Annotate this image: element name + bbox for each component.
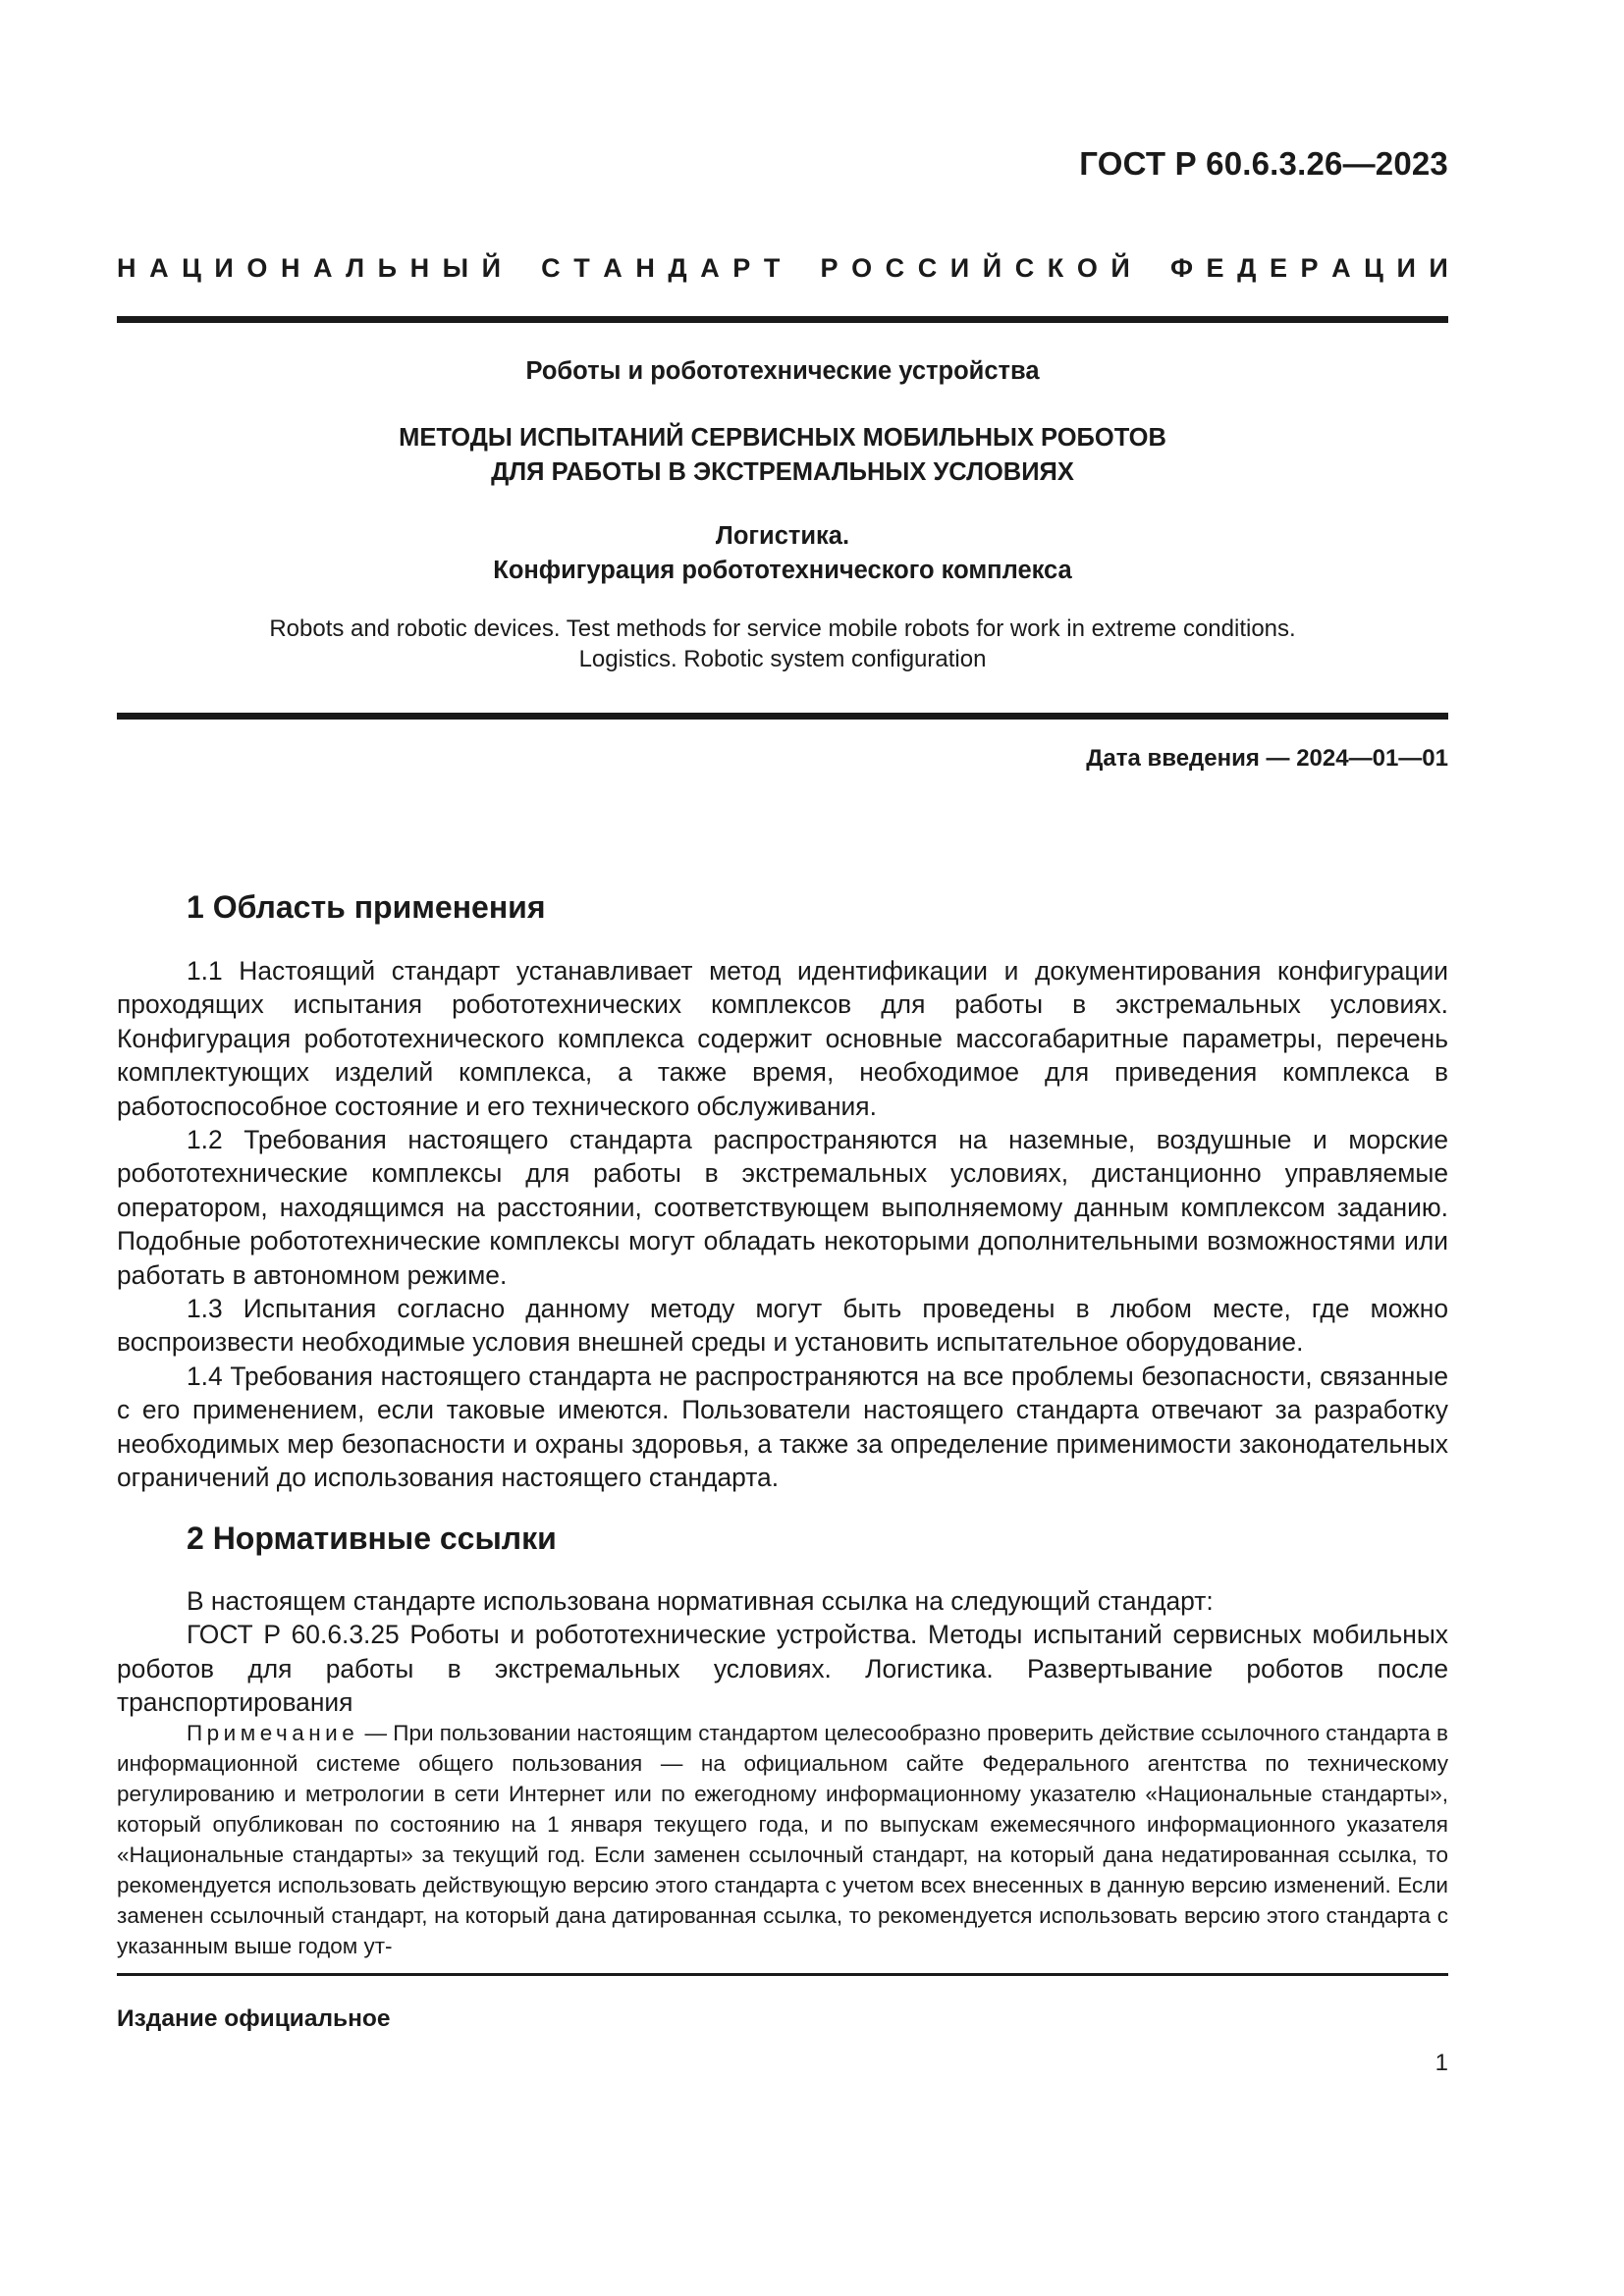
standard-number: ГОСТ Р 60.6.3.26—2023 <box>1079 145 1448 182</box>
banner-letter: Н <box>409 253 430 283</box>
note-block <box>117 1718 1448 1961</box>
document-page <box>117 0 1448 2296</box>
banner-letter: О <box>851 253 873 283</box>
section-1-heading: 1 Область применения <box>187 889 546 925</box>
english-title-line-2: Logistics. Robotic system configuration <box>578 646 987 672</box>
banner-letter: А <box>313 253 333 283</box>
title-rule <box>117 713 1448 720</box>
banner-space <box>514 253 528 284</box>
banner-letter: Й <box>982 253 1002 283</box>
banner-letter: Р <box>1300 253 1319 283</box>
standard-subtitle <box>117 519 1448 588</box>
banner-letter: С <box>885 253 905 283</box>
banner-letter: Ь <box>377 253 398 283</box>
paragraph-1-1: 1.1 Настоящий стандарт устанавливает метод идентификации и документирования конфигурации проходящих испытания робототехнических комплексов для работы в экстремальных условиях. Конфигурация робототехнического комплекса содержит основные массогабаритные параметры, перечень комплектующих изделий комплекса, а также время, необходимое для приведения комплекса в работоспособное состояние и его технического обслуживания. <box>117 956 1448 1121</box>
introduction-date: Дата введения — 2024—01—01 <box>1086 745 1448 772</box>
footer-rule <box>117 1973 1448 1976</box>
banner-letter: А <box>700 253 720 283</box>
banner-letter: И <box>214 253 234 283</box>
banner-space <box>1143 253 1157 284</box>
note-text: — При пользовании настоящим стандартом целесообразно проверить действие ссылочного стандарта в информационной системе общего пользования — на официальном сайте Федерального агентства по техническому регулированию и метрологии в сети Интернет или по ежегодному информационному указателю «Национальные стандарты», который опубликован по состоянию на 1 января текущего года, и по выпускам ежемесячного информационного указателя «Национальные стандарты» за текущий год. Если заменен ссылочный стандарт, на который дана недатированная ссылка, то рекомендуется использовать действующую версию этого стандарта с учетом всех внесенных в данную версию изменений. Если заменен ссылочный стандарт, на который дана датированная ссылка, то рекомендуется использовать версию этого стандарта с указанным выше годом ут- <box>117 1721 1448 1958</box>
banner-letter: С <box>541 253 561 283</box>
normative-reference: ГОСТ Р 60.6.3.25 Роботы и робототехнические устройства. Методы испытаний сервисных мобильных роботов для работы в экстремальных условиях. Логистика. Развертывание роботов после транспортирования <box>117 1620 1448 1718</box>
main-title-line-2: ДЛЯ РАБОТЫ В ЭКСТРЕМАЛЬНЫХ УСЛОВИЯХ <box>491 458 1074 486</box>
banner-letter: Е <box>1206 253 1224 283</box>
banner-letter: А <box>603 253 623 283</box>
official-edition-label: Издание официальное <box>117 2005 391 2032</box>
section-2-heading: 2 Нормативные ссылки <box>187 1521 557 1556</box>
banner-letter: С <box>917 253 938 283</box>
banner-letter: С <box>1014 253 1035 283</box>
banner-letter: Ы <box>442 253 469 283</box>
banner-letter: А <box>149 253 169 283</box>
banner-letter: И <box>949 253 970 283</box>
note-label: Примечание <box>187 1721 359 1745</box>
banner-letter: Ц <box>1364 253 1383 283</box>
paragraph-2-intro: В настоящем стандарте использована нормативная ссылка на следующий стандарт: <box>187 1586 1214 1616</box>
banner-space <box>793 253 807 284</box>
page-number: 1 <box>1435 2050 1448 2076</box>
banner-letter: Й <box>481 253 502 283</box>
standard-main-title <box>117 421 1448 490</box>
banner-letter: Ф <box>1169 253 1193 283</box>
english-title <box>117 614 1448 674</box>
paragraph-1-3: 1.3 Испытания согласно данному методу могут быть проведены в любом месте, где можно воспроизвести необходимые условия внешней среды и установить испытательное оборудование. <box>117 1294 1448 1358</box>
banner-letter: Д <box>668 253 687 283</box>
banner-letter: Т <box>763 253 781 283</box>
main-title-line-1: МЕТОДЫ ИСПЫТАНИЙ СЕРВИСНЫХ МОБИЛЬНЫХ РОБОТОВ <box>399 424 1166 452</box>
banner-letter: Н <box>280 253 300 283</box>
banner-letter: К <box>1047 253 1064 283</box>
subtitle-line-1: Логистика. <box>715 522 850 550</box>
paragraph-1-4: 1.4 Требования настоящего стандарта не распространяются на все проблемы безопасности, связанные с его применением, если таковые имеются. Пользователи настоящего стандарта отвечают за разработку необходимых мер безопасности и охраны здоровья, а также за определение применимости законодательных ограничений до использования настоящего стандарта. <box>117 1361 1448 1493</box>
banner-letter: Р <box>820 253 839 283</box>
banner-letter: Н <box>635 253 655 283</box>
standard-group-title: Роботы и робототехнические устройства <box>525 357 1040 385</box>
english-title-line-1: Robots and robotic devices. Test methods for service mobile robots for work in extreme conditions. <box>269 615 1296 642</box>
banner-letter: И <box>1429 253 1448 283</box>
banner-letter: Т <box>573 253 590 283</box>
banner-letter: О <box>1076 253 1098 283</box>
banner-letter: И <box>1396 253 1416 283</box>
national-standard-banner <box>117 253 1448 284</box>
section-1-body <box>117 954 1448 1495</box>
header-rule <box>117 316 1448 323</box>
subtitle-line-2: Конфигурация робототехнического комплекса <box>493 557 1072 584</box>
banner-letter: Р <box>732 253 751 283</box>
paragraph-1-2: 1.2 Требования настоящего стандарта распространяются на наземные, воздушные и морские робототехнические комплексы для работы в экстремальных условиях, дистанционно управляемые оператором, находящимся на расстоянии, соответствующем выполняемому данным комплексом заданию. Подобные робототехнические комплексы могут обладать некоторыми дополнительными возможностями или работать в автономном режиме. <box>117 1125 1448 1290</box>
banner-letter: Е <box>1269 253 1287 283</box>
banner-letter: Н <box>117 253 136 283</box>
banner-letter: А <box>1331 253 1351 283</box>
banner-letter: Л <box>346 253 365 283</box>
banner-letter: Й <box>1110 253 1130 283</box>
banner-letter: О <box>246 253 268 283</box>
banner-letter: Ц <box>182 253 201 283</box>
banner-letter: Д <box>1237 253 1257 283</box>
section-2-body <box>117 1584 1448 1720</box>
